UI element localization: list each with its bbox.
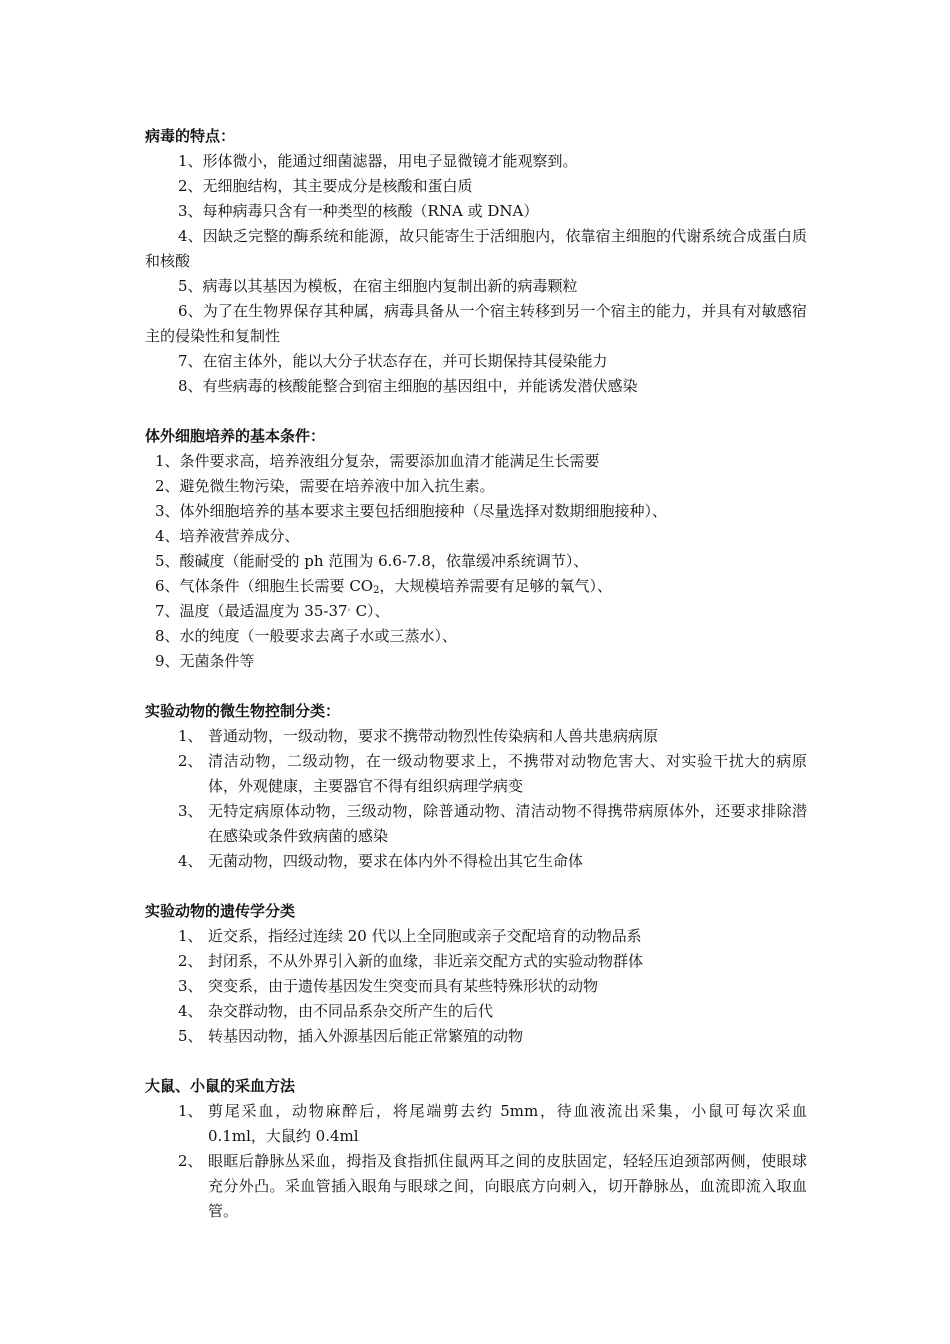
- item-number: 1、: [178, 927, 203, 945]
- list-item: [145, 1099, 807, 1149]
- paragraph: 2、无细胞结构，其主要成分是核酸和蛋白质: [178, 177, 473, 195]
- list-item: [145, 974, 807, 999]
- list-item: [145, 1024, 807, 1049]
- document-page: [145, 124, 807, 1249]
- item-number: 2、: [178, 1152, 203, 1170]
- paragraph: 4、因缺乏完整的酶系统和能源，故只能寄生于活细胞内，依靠宿主细胞的代谢系统合成蛋白质和核酸: [145, 227, 807, 270]
- list-line: 5、酸碱度（能耐受的 ph 范围为 6.6-7.8，依靠缓冲系统调节）、: [155, 552, 589, 570]
- list-item: [145, 749, 807, 799]
- item-number: 3、: [178, 977, 203, 995]
- list-item: [145, 849, 807, 874]
- paragraph: 3、每种病毒只含有一种类型的核酸（RNA 或 DNA）: [178, 202, 539, 220]
- section-microbe-control: [145, 699, 807, 874]
- text-run: ，大规模培养需要有足够的氧气）、: [379, 577, 612, 595]
- item-number: 3、: [178, 802, 203, 820]
- list-item: [145, 1149, 807, 1224]
- item-number: 1、: [178, 1102, 203, 1120]
- item-text: 眼眶后静脉丛采血，拇指及食指抓住鼠两耳之间的皮肤固定，轻轻压迫颈部两侧，使眼球充分外凸。采血管插入眼角与眼球之间，向眼底方向刺入，切开静脉丛，血流即流入取血管。: [208, 1152, 807, 1220]
- section-cell-culture: [145, 424, 807, 674]
- paragraph: 7、在宿主体外，能以大分子状态存在，并可长期保持其侵染能力: [178, 352, 608, 370]
- paragraph: 6、为了在生物界保存其种属，病毒具备从一个宿主转移到另一个宿主的能力，并具有对敏感宿主的侵染性和复制性: [145, 302, 807, 345]
- subscript: 2: [373, 585, 380, 596]
- item-number: 1、: [178, 727, 203, 745]
- item-number: 2、: [178, 952, 203, 970]
- item-text: 清洁动物，二级动物，在一级动物要求上，不携带对动物危害大、对实验干扰大的病原体，外观健康，主要器官不得有组织病理学病变: [208, 752, 807, 795]
- paragraph: 8、有些病毒的核酸能整合到宿主细胞的基因组中，并能诱发潜伏感染: [178, 377, 638, 395]
- list-line: 8、水的纯度（一般要求去离子水或三蒸水）、: [155, 627, 458, 645]
- item-text: 突变系，由于遗传基因发生突变而具有某些特殊形状的动物: [208, 977, 599, 995]
- list-item: [145, 999, 807, 1024]
- text-run: 7、温度（最适温度为 35-37: [155, 602, 348, 620]
- item-text: 无菌动物，四级动物，要求在体内外不得检出其它生命体: [208, 852, 584, 870]
- list-line: 9、无菌条件等: [155, 652, 255, 670]
- list-item: [145, 949, 807, 974]
- item-text: 普通动物，一级动物，要求不携带动物烈性传染病和人兽共患病病原: [208, 727, 659, 745]
- section-blood-collection: [145, 1074, 807, 1224]
- list-item: [145, 799, 807, 849]
- list-line: [145, 574, 807, 599]
- section-heading: 病毒的特点：: [145, 127, 236, 145]
- superscript: 。: [347, 603, 356, 612]
- item-number: 4、: [178, 1002, 203, 1020]
- item-number: 2、: [178, 752, 203, 770]
- item-text: 杂交群动物，由不同品系杂交所产生的后代: [208, 1002, 494, 1020]
- item-text: 转基因动物，插入外源基因后能正常繁殖的动物: [208, 1027, 524, 1045]
- section-heading: 体外细胞培养的基本条件：: [145, 427, 326, 445]
- paragraph: 1、形体微小，能通过细菌滤器，用电子显微镜才能观察到。: [178, 152, 578, 170]
- item-text: 无特定病原体动物，三级动物，除普通动物、清洁动物不得携带病原体外，还要求排除潜在感染或条件致病菌的感染: [208, 802, 807, 845]
- list-item: [145, 924, 807, 949]
- text-run: C）、: [355, 602, 390, 620]
- section-heading: 实验动物的遗传学分类: [145, 902, 296, 920]
- list-item: [145, 724, 807, 749]
- section-genetics: [145, 899, 807, 1049]
- list-line: [145, 599, 807, 624]
- paragraph: 5、病毒以其基因为模板，在宿主细胞内复制出新的病毒颗粒: [178, 277, 578, 295]
- list-line: 1、条件要求高，培养液组分复杂，需要添加血清才能满足生长需要: [155, 452, 600, 470]
- text-run: 6、气体条件（细胞生长需要 CO: [155, 577, 374, 595]
- list-line: 4、培养液营养成分、: [155, 527, 300, 545]
- section-heading: 大鼠、小鼠的采血方法: [145, 1077, 296, 1095]
- list-line: 3、体外细胞培养的基本要求主要包括细胞接种（尽量选择对数期细胞接种）、: [155, 502, 668, 520]
- item-number: 4、: [178, 852, 203, 870]
- list-line: 2、避免微生物污染，需要在培养液中加入抗生素。: [155, 477, 495, 495]
- item-number: 5、: [178, 1027, 203, 1045]
- item-text: 近交系，指经过连续 20 代以上全同胞或亲子交配培育的动物品系: [208, 927, 642, 945]
- section-virus: [145, 124, 807, 399]
- section-heading: 实验动物的微生物控制分类：: [145, 702, 341, 720]
- item-text: 剪尾采血，动物麻醉后，将尾端剪去约 5mm，待血液流出采集，小鼠可每次采血 0.1ml，大鼠约 0.4ml: [208, 1102, 807, 1145]
- item-text: 封闭系，不从外界引入新的血缘，非近亲交配方式的实验动物群体: [208, 952, 644, 970]
